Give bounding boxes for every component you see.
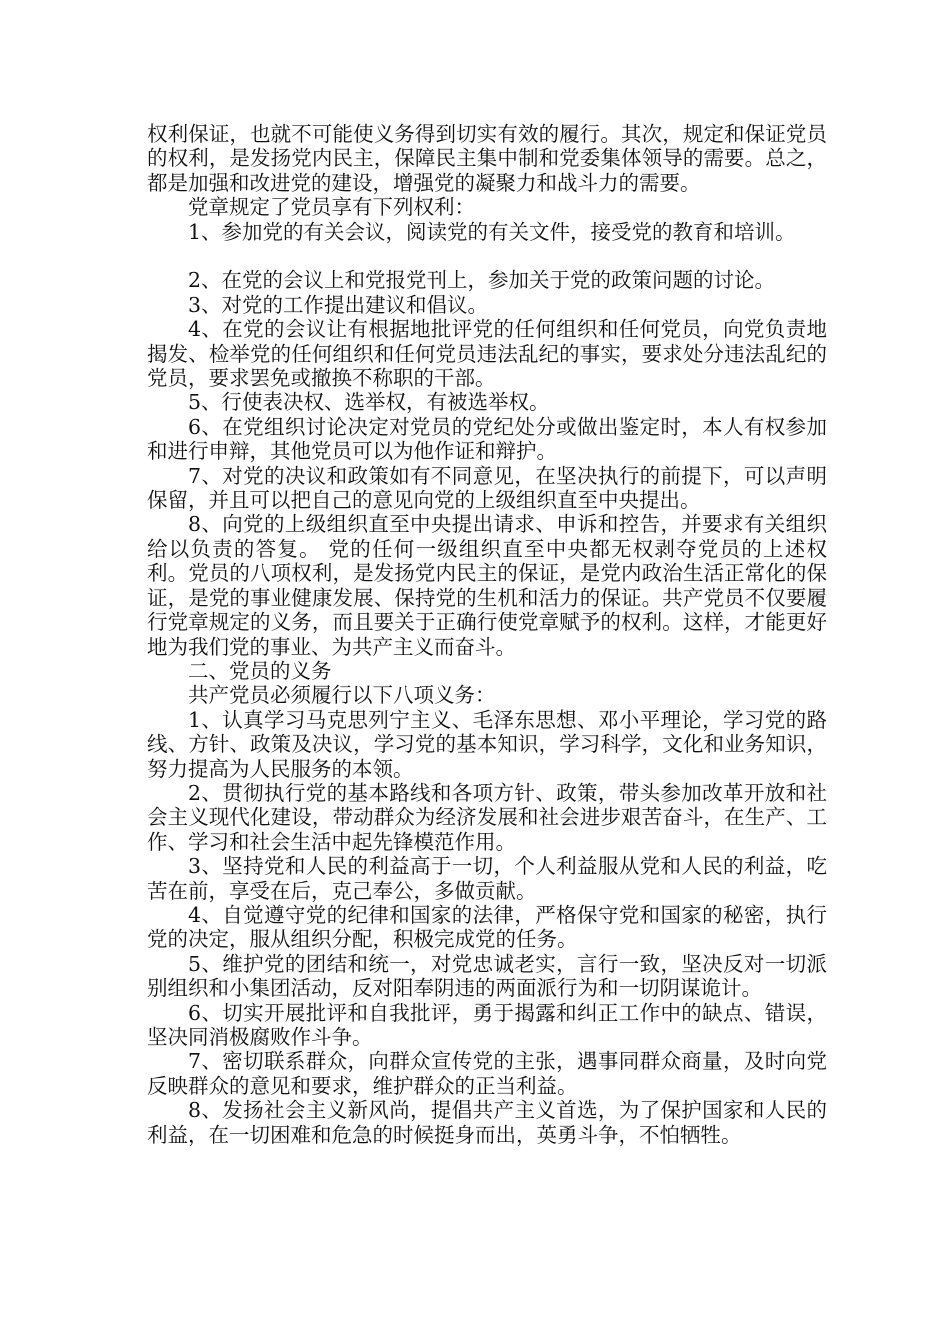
paragraph-right-1: 1、参加党的有关会议，阅读党的有关文件，接受党的教育和培训。: [188, 219, 796, 244]
paragraph-duty-6: 6、切实开展批评和自我批评，勇于揭露和纠正工作中的缺点、错误，坚决同消极腐败作斗争。: [147, 1000, 827, 1050]
paragraph-right-5: 5、行使表决权、选举权，有被选举权。: [188, 390, 550, 415]
paragraph-right-7: 7、对党的决议和政策如有不同意见，在坚决执行的前提下，可以声明保留，并且可以把自己的意见向党的上级组织直至中央提出。: [147, 463, 827, 513]
paragraph-rights-heading: 党章规定了党员享有下列权利：: [188, 195, 475, 220]
paragraph-rights-intro: 权利保证，也就不可能使义务得到切实有效的履行。其次，规定和保证党员的权利，是发扬党内民主，保障民主集中制和党委集体领导的需要。总之，都是加强和改进党的建设，增强党的凝聚力和战斗力的需要。: [147, 122, 827, 195]
paragraph-duty-4: 4、自觉遵守党的纪律和国家的法律，严格保守党和国家的秘密，执行党的决定，服从组织分配，积极完成党的任务。: [147, 902, 827, 952]
paragraph-duty-1: 1、认真学习马克思列宁主义、毛泽东思想、邓小平理论，学习党的路线、方针、政策及决议，学习党的基本知识，学习科学，文化和业务知识，努力提高为人民服务的本领。: [147, 707, 827, 781]
paragraph-duty-2: 2、贯彻执行党的基本路线和各项方针、政策，带头参加改革开放和社会主义现代化建设，带动群众为经济发展和社会进步艰苦奋斗，在生产、工作、学习和社会生活中起先锋模范作用。: [147, 780, 827, 854]
paragraph-right-8: 8、向党的上级组织直至中央提出请求、申诉和控告，并要求有关组织给以负责的答复。 党的任何一级组织直至中央都无权剥夺党员的上述权利。党员的八项权利，是发扬党内民主的保证，是党内政治生活正常化的保证，是党的事业健康发展、保持党的生机和活力的保证。共产党员不仅要履行党章规定的义务，而且要关于正确行使党章赋予的权利。这样，才能更好地为我们党的事业、为共产主义而奋斗。: [147, 512, 827, 659]
document-page: [147, 122, 827, 1147]
paragraph-right-4: 4、在党的会议让有根据地批评党的任何组织和任何党员，向党负责地揭发、检举党的任何组织和任何党员违法乱纪的事实，要求处分违法乱纪的党员，要求罢免或撤换不称职的干部。: [147, 317, 827, 391]
blank-line: [147, 244, 827, 268]
section-heading-duties: 二、党员的义务: [188, 658, 332, 683]
paragraph-right-3: 3、对党的工作提出建议和倡议。: [188, 292, 489, 317]
paragraph-right-2: 2、在党的会议上和党报党刊上，参加关于党的政策问题的讨论。: [188, 268, 776, 293]
paragraph-duty-8: 8、发扬社会主义新风尚，提倡共产主义首选，为了保护国家和人民的利益，在一切困难和危急的时候挺身而出，英勇斗争，不怕牺牲。: [147, 1098, 827, 1147]
paragraph-duties-intro: 共产党员必须履行以下八项义务：: [188, 683, 496, 708]
paragraph-duty-7: 7、密切联系群众，向群众宣传党的主张，遇事同群众商量，及时向党反映群众的意见和要求，维护群众的正当利益。: [147, 1049, 827, 1098]
paragraph-duty-5: 5、维护党的团结和统一，对党忠诚老实，言行一致，坚决反对一切派别组织和小集团活动，反对阳奉阴违的两面派行为和一切阴谋诡计。: [147, 951, 827, 1001]
paragraph-right-6: 6、在党组织讨论决定对党员的党纪处分或做出鉴定时，本人有权参加和进行申辩，其他党员可以为他作证和辩护。: [147, 414, 827, 464]
paragraph-duty-3: 3、坚持党和人民的利益高于一切，个人利益服从党和人民的利益，吃苦在前，享受在后，克己奉公，多做贡献。: [147, 854, 827, 903]
